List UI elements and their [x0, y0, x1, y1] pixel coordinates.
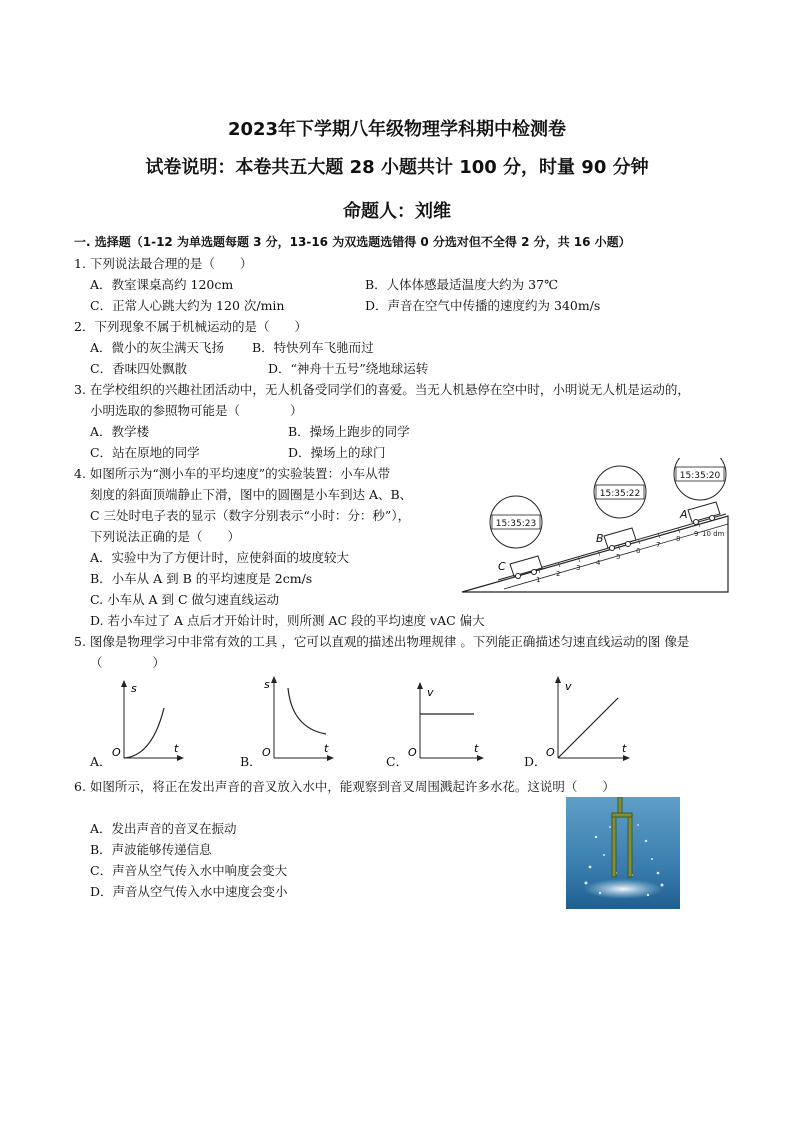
graph-a-s-t-parabola [108, 678, 188, 768]
q5-stem-line2: （ ） [90, 655, 166, 670]
svg-text:9: 9 [694, 530, 699, 538]
graph-a-label: A． [90, 754, 112, 769]
graph-c-x-label: t [474, 742, 479, 755]
point-c-label: C [498, 560, 506, 573]
q5-stem-line1: 5. 图像是物理学习中非常有效的工具 ，它可以直观的描述出物理规律 。下列能正确描述匀速直线运动的图 像是 [74, 634, 690, 649]
q2-option-a: A．微小的灰尘满天飞扬 [90, 340, 225, 355]
q6-stem: 6. 如图所示，将正在发出声音的音叉放入水中，能观察到音叉周围溅起许多水花。这说明（ ） [74, 779, 615, 794]
q2-option-d: D．“神舟十五号”绕地球运转 [268, 361, 429, 376]
q4-stem-line4: 下列说法正确的是（ ） [90, 529, 241, 544]
svg-text:8: 8 [676, 535, 681, 543]
q3-option-b: B．操场上跑步的同学 [288, 424, 410, 439]
svg-text:5: 5 [616, 553, 621, 561]
q4-option-d: D. 若小车过了 A 点后才开始计时，则所测 AC 段的平均速度 vAC 偏大 [90, 613, 485, 628]
clock-a [674, 458, 726, 500]
clock-c-time: 15:35:23 [495, 519, 537, 529]
q4-option-b: B．小车从 A 到 B 的平均速度是 2cm/s [90, 571, 313, 586]
q6-option-b: B．声波能够传递信息 [90, 842, 212, 857]
svg-text:4: 4 [596, 559, 601, 567]
graph-a-origin: O [112, 746, 121, 759]
point-a-label: A [680, 508, 688, 521]
q1-stem: 1. 下列说法最合理的是（ ） [74, 256, 253, 271]
graph-c-origin: O [408, 746, 417, 759]
clock-c [490, 496, 542, 548]
graph-b-s-t-hyperbola [258, 672, 338, 768]
graph-c-label: C． [386, 754, 409, 769]
q3-option-c: C．站在原地的同学 [90, 445, 200, 460]
graph-c-y-label: v [427, 686, 434, 699]
graph-a-x-label: t [174, 742, 179, 755]
clock-b [594, 466, 646, 518]
q4-option-a: A．实验中为了方便计时，应使斜面的坡度较大 [90, 550, 350, 565]
q6-option-a: A．发出声音的音叉在振动 [90, 821, 237, 836]
incline-figure [458, 458, 738, 598]
q1-option-d: D．声音在空气中传播的速度约为 340m/s [365, 298, 601, 313]
q2-option-c: C．香味四处飘散 [90, 361, 188, 376]
graph-d-v-t-line [542, 672, 636, 768]
q4-option-c: C. 小车从 A 到 C 做匀速直线运动 [90, 592, 280, 607]
q3-option-a: A．教学楼 [90, 424, 150, 439]
clock-b-time: 15:35:22 [599, 489, 641, 499]
clock-a-time: 15:35:20 [679, 471, 721, 481]
exam-title: 2023年下学期八年级物理学科期中检测卷 [227, 119, 567, 140]
q1-option-a: A．教室课桌高约 120cm [90, 277, 234, 292]
svg-text:3: 3 [576, 564, 581, 572]
q4-stem-line2: 刻度的斜面顶端静止下滑，图中的圆圈是小车到达 A、B、 [90, 487, 413, 502]
graph-b-x-label: t [324, 742, 329, 755]
exam-instructions: 试卷说明：本卷共五大题 28 小题共计 100 分，时量 90 分钟 [145, 157, 649, 178]
graph-b-origin: O [262, 746, 271, 759]
q3-stem-line1: 3. 在学校组织的兴趣社团活动中，无人机备受同学们的喜爱。当无人机悬停在空中时，小明说无人机是运动的， [74, 382, 690, 397]
exam-author: 命题人：刘维 [343, 201, 451, 222]
graph-a-y-label: s [131, 682, 137, 695]
svg-text:2: 2 [556, 570, 561, 578]
point-b-label: B [596, 532, 604, 545]
q2-stem: 2．下列现象不属于机械运动的是（ ） [74, 319, 307, 334]
svg-text:7: 7 [656, 541, 661, 549]
ruler-unit-label: 10 dm [702, 530, 725, 538]
graph-b-label: B． [240, 754, 262, 769]
svg-text:6: 6 [636, 547, 641, 555]
q4-stem-line1: 4. 如图所示为“测小车的平均速度”的实验装置：小车从带 [74, 466, 391, 481]
cart-at-a [688, 502, 720, 525]
svg-text:1: 1 [536, 576, 541, 584]
q6-option-d: D．声音从空气传入水中速度会变小 [90, 884, 288, 899]
q6-option-c: C．声音从空气传入水中响度会变大 [90, 863, 288, 878]
q1-option-c: C．正常人心跳大约为 120 次/min [90, 298, 285, 313]
graph-d-y-label: v [565, 680, 572, 693]
graph-d-x-label: t [622, 742, 627, 755]
q4-stem-line3: C 三处时电子表的显示（数字分别表示“小时：分：秒”）， [90, 508, 411, 523]
section-heading: 一. 选择题（1-12 为单选题每题 3 分，13-16 为双选题选错得 0 分选对但不全得 2 分，共 16 小题） [74, 235, 631, 249]
graph-d-label: D． [524, 754, 547, 769]
q3-stem-line2: 小明选取的参照物可能是（ ） [90, 403, 303, 418]
graph-b-y-label: s [264, 678, 270, 691]
q1-option-b: B．人体体感最适温度大约为 37℃ [365, 277, 559, 292]
graph-d-origin: O [546, 746, 555, 759]
q3-option-d: D．操场上的球门 [288, 445, 386, 460]
q2-option-b: B．特快列车飞驰而过 [252, 340, 374, 355]
graph-c-v-t-horizontal [404, 678, 488, 768]
tuning-fork-water-photo [566, 797, 680, 909]
